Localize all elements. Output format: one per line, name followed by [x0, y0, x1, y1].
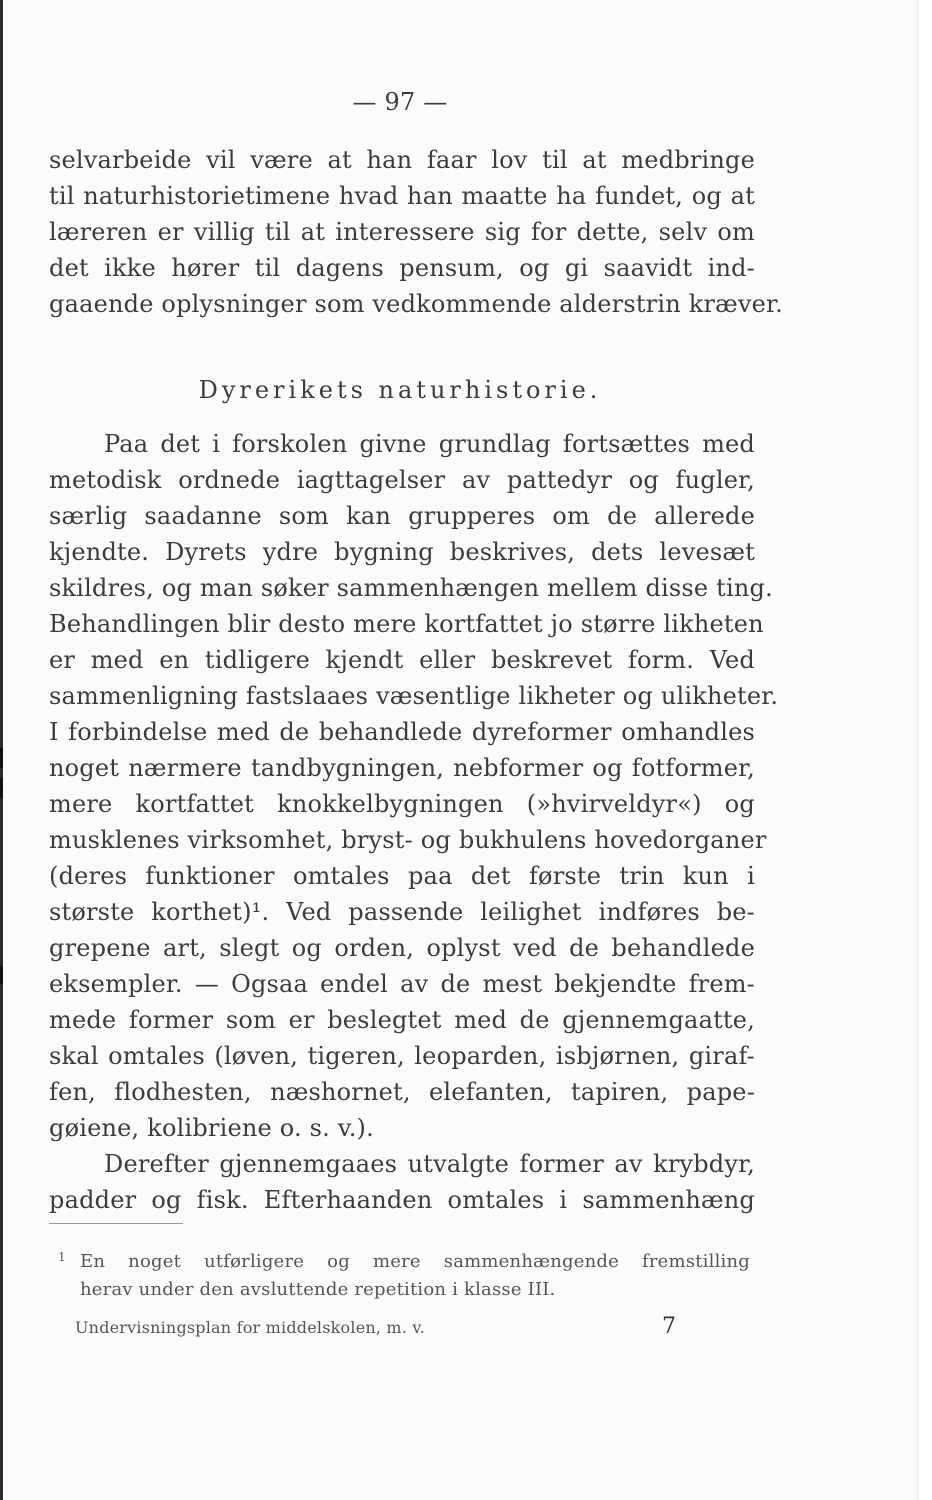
text-line: I forbindelse med de behandlede dyreformer omhandles: [49, 718, 755, 746]
text-line: noget nærmere tandbygningen, nebformer og fotformer,: [49, 754, 755, 782]
text-line: til naturhistorietimene hvad han maatte ha fundet, og at: [49, 182, 755, 210]
footnote-line: En noget utførligere og mere sammenhængende fremstilling: [80, 1251, 750, 1272]
text-line: sammenligning fastslaaes væsentlige likheter og ulikheter.: [49, 682, 779, 710]
text-line: selvarbeide vil være at han faar lov til at medbringe: [49, 146, 755, 174]
sheet-number: 7: [662, 1314, 677, 1339]
text-line: eksempler. — Ogsaa endel av de mest bekjendte frem-: [49, 970, 755, 998]
text-line: padder og fisk. Efterhaanden omtales i sammenhæng: [49, 1186, 755, 1214]
text-line: største korthet)¹. Ved passende leilighet indføres be-: [49, 898, 755, 926]
footnote-line: herav under den avsluttende repetition i klasse III.: [80, 1279, 556, 1300]
margin-mark: [0, 966, 3, 984]
text-line: mere kortfattet knokkelbygningen (»hvirveldyr«) og: [49, 790, 755, 818]
text-line: læreren er villig til at interessere sig for dette, selv om: [49, 218, 755, 246]
text-line: særlig saadanne som kan grupperes om de allerede: [49, 502, 755, 530]
text-line: Paa det i forskolen givne grundlag fortsættes med: [104, 430, 755, 458]
section-heading: Dyrerikets naturhistorie.: [198, 376, 602, 404]
page-right-edge: [917, 0, 932, 1500]
text-line: skildres, og man søker sammenhængen mellem disse ting.: [49, 574, 773, 602]
text-line: gøiene, kolibriene o. s. v.).: [49, 1114, 374, 1142]
text-line: Behandlingen blir desto mere kortfattet jo større likheten: [49, 610, 764, 638]
margin-mark: [0, 778, 3, 798]
footnote-rule: [49, 1223, 183, 1224]
text-line: mede former som er beslegtet med de gjennemgaatte,: [49, 1006, 755, 1034]
text-line: er med en tidligere kjendt eller beskrevet form. Ved: [49, 646, 755, 674]
page-number: — 97 —: [352, 88, 448, 116]
text-line: gaaende oplysninger som vedkommende alderstrin kræver.: [49, 290, 783, 318]
text-line: det ikke hører til dagens pensum, og gi saavidt ind-: [49, 254, 755, 282]
printer-signature: Undervisningsplan for middelskolen, m. v.: [75, 1318, 426, 1337]
footnote-marker: 1: [58, 1250, 66, 1264]
text-line: musklenes virksomhet, bryst- og bukhulens hovedorganer: [49, 826, 767, 854]
text-line: (deres funktioner omtales paa det første trin kun i: [49, 862, 755, 890]
text-line: grepene art, slegt og orden, oplyst ved de behandlede: [49, 934, 755, 962]
text-line: skal omtales (løven, tigeren, leoparden, isbjørnen, giraf-: [49, 1042, 755, 1070]
text-line: kjendte. Dyrets ydre bygning beskrives, dets levesæt: [49, 538, 755, 566]
text-line: metodisk ordnede iagttagelser av pattedyr og fugler,: [49, 466, 755, 494]
text-line: fen, flodhesten, næshornet, elefanten, tapiren, pape-: [49, 1078, 755, 1106]
margin-mark: [0, 748, 3, 768]
text-line: Derefter gjennemgaaes utvalgte former av krybdyr,: [104, 1150, 755, 1178]
